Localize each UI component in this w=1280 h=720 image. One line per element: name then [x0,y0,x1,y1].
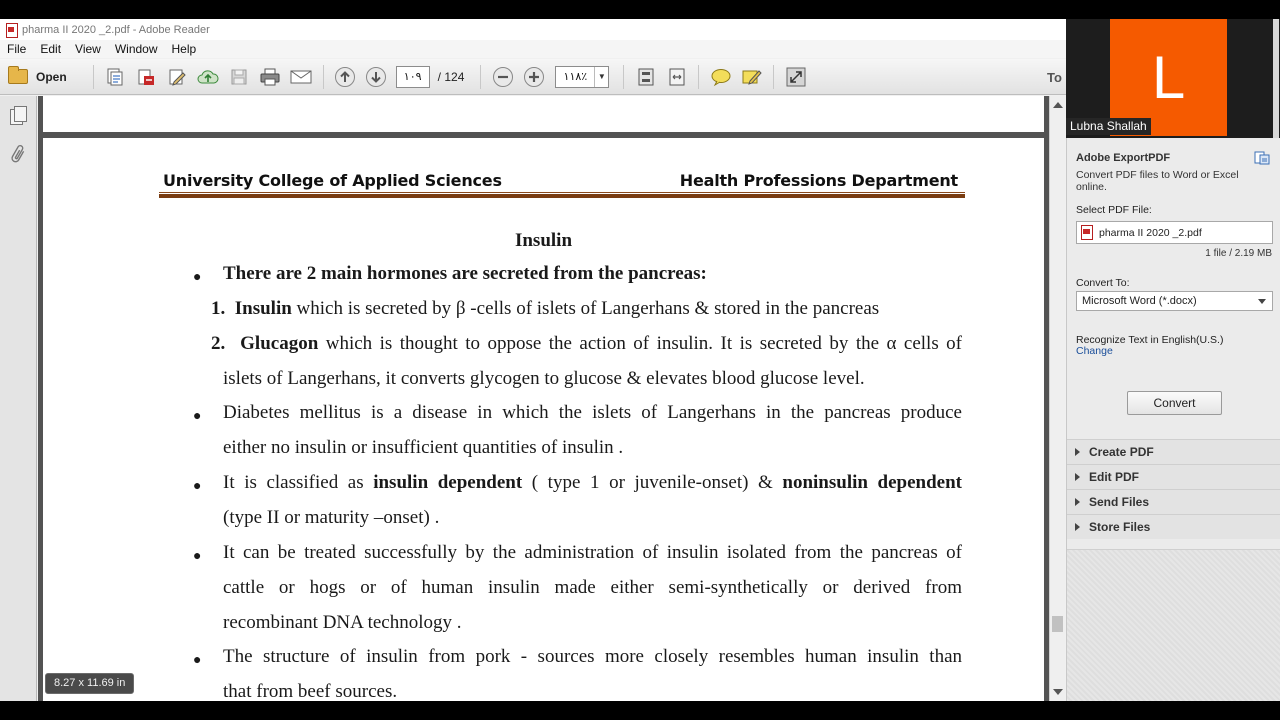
convert-to-label: Convert To: [1076,277,1130,289]
document-viewport[interactable] [38,96,1049,701]
minus-circle-icon [492,66,514,88]
speech-bubble-icon [710,67,732,87]
bullet-marker: ● [193,270,202,285]
classified-text-mid: ( type 1 or juvenile-onset) & [522,472,783,493]
fit-width-icon [667,67,687,87]
bullet-structure-line-2: that from beef sources. [223,681,398,701]
previous-page-button[interactable] [332,64,358,90]
email-button[interactable] [288,64,314,90]
convert-button[interactable]: Convert [1127,391,1222,415]
scroll-up-icon[interactable] [1053,102,1063,108]
recognize-text-label: Recognize Text in English(U.S.) [1076,334,1224,346]
toolbar-separator [773,65,774,89]
open-button[interactable] [8,69,73,84]
combine-files-button[interactable] [133,64,159,90]
print-button[interactable] [257,64,283,90]
section-label: Send Files [1089,495,1150,509]
participant-name: Lubna Shallah [1066,118,1151,135]
folder-open-icon [8,69,28,84]
previous-page-bottom [43,96,1044,132]
bullet-marker: ● [193,409,202,424]
bullet-classified-line-2: (type II or maturity –onset) . [223,507,440,528]
title-bar [0,19,1066,40]
paperclip-icon[interactable] [10,144,26,166]
open-button-label: Open [36,69,67,84]
tools-pane [1066,138,1280,701]
bullet-diabetes-line-2: either no insulin or insufficient quantities of insulin . [223,437,624,458]
scroll-thumb[interactable] [1052,616,1063,632]
arrow-up-circle-icon [334,66,356,88]
zoom-out-button[interactable] [490,64,516,90]
save-disk-icon [230,68,248,86]
comment-button[interactable] [708,64,734,90]
header-rule-thin [159,192,965,193]
select-pdf-label: Select PDF File: [1076,204,1152,216]
expand-triangle-icon [1075,448,1080,456]
toolbar-separator [698,65,699,89]
page-number-input[interactable]: ١٠٩ [396,66,430,88]
bullet-marker: ● [193,479,202,494]
item-number: 2. [211,333,226,354]
classified-term-2: noninsulin dependent [782,472,963,493]
section-store-files[interactable] [1067,514,1280,539]
zoom-in-button[interactable] [521,64,547,90]
create-pdf-icon [105,67,125,87]
item-text: which is thought to oppose the action of insulin. It is secreted by the α cells of [318,333,962,354]
file-size-info: 1 file / 2.19 MB [1205,248,1272,259]
expand-triangle-icon [1075,473,1080,481]
main-toolbar [0,59,1066,95]
selected-file-name: pharma II 2020 _2.pdf [1099,226,1202,239]
section-label: Edit PDF [1089,470,1139,484]
bullet-classified-line-1 [223,472,962,494]
page-size-tooltip: 8.27 x 11.69 in [45,673,134,694]
item-term: Glucagon [240,333,319,354]
bullet-treated-line-1: It can be treated successfully by the administration of insulin isolated from the pancreas of [223,542,962,563]
change-language-link[interactable]: Change [1076,345,1113,357]
video-panel-scrollbar[interactable] [1273,19,1279,138]
fit-page-icon [636,67,656,87]
zoom-value: ١١٨٪ [563,71,588,83]
arrow-down-circle-icon [365,66,387,88]
numbered-item-glucagon [211,333,962,355]
participant-avatar: L [1110,19,1227,136]
export-pdf-description: Convert PDF files to Word or Excel online. [1076,169,1239,193]
section-create-pdf[interactable] [1067,439,1280,464]
page-thumbnails-icon[interactable] [10,106,26,124]
bullet-treated-line-3: recombinant DNA technology . [223,612,462,633]
plus-circle-icon [523,66,545,88]
highlight-button[interactable] [739,64,765,90]
save-button[interactable] [226,64,252,90]
glucagon-line-2: islets of Langerhans, it converts glycogen to glucose & elevates blood glucose level. [223,368,865,389]
fit-page-button[interactable] [633,64,659,90]
highlighter-icon [741,67,763,87]
convert-format-select[interactable] [1076,291,1273,311]
pencil-doc-icon [167,67,187,87]
adobe-reader-window [0,19,1066,701]
section-label: Create PDF [1089,445,1154,459]
video-participant-overlay[interactable] [1066,19,1280,138]
header-department: Health Professions Department [679,171,958,190]
full-screen-button[interactable] [783,64,809,90]
navigation-pane [0,96,37,701]
page-total: / 124 [437,69,465,84]
toolbar-separator [93,65,94,89]
bullet-diabetes-line-1: Diabetes mellitus is a disease in which the islets of Langerhans in the pancreas produce [223,402,962,423]
bullet-marker: ● [193,653,202,668]
tools-pane-button[interactable]: To [1047,70,1062,85]
numbered-item-insulin [211,298,879,320]
zoom-select[interactable] [555,66,609,88]
convert-format-value: Microsoft Word (*.docx) [1082,295,1197,307]
window-title: pharma II 2020 _2.pdf - Adobe Reader [22,23,210,36]
classified-term-1: insulin dependent [373,472,523,493]
header-institution: University College of Applied Sciences [163,171,502,190]
header-rule-thick [159,194,965,198]
bullet-marker: ● [193,549,202,564]
cloud-upload-icon [197,67,219,87]
combine-files-icon [136,67,156,87]
tools-pane-empty-area [1067,549,1280,701]
item-text: which is secreted by β -cells of islets of Langerhans & stored in the pancreas [291,298,880,319]
section-title: Insulin [514,230,573,251]
expand-arrows-icon [786,67,806,87]
next-page-button[interactable] [363,64,389,90]
upload-button[interactable] [195,64,221,90]
export-pdf-icon[interactable] [1254,151,1270,165]
pdf-app-icon [4,23,18,37]
bullet-treated-line-2: cattle or hogs or of human insulin made either semi-synthetically or derived from [223,577,962,598]
fit-width-button[interactable] [664,64,690,90]
section-send-files[interactable] [1067,489,1280,514]
section-label: Store Files [1089,520,1151,534]
section-edit-pdf[interactable] [1067,464,1280,489]
item-term: Insulin [234,298,292,319]
menu-file[interactable]: File [7,42,27,56]
menu-window[interactable]: Window [114,42,158,56]
bullet-hormones: There are 2 main hormones are secreted from the pancreas: [223,263,707,284]
item-number: 1. [211,298,226,319]
scroll-down-icon[interactable] [1053,689,1063,695]
expand-triangle-icon [1075,523,1080,531]
export-pdf-title: Adobe ExportPDF [1076,152,1171,164]
toolbar-separator [323,65,324,89]
envelope-icon [290,69,312,85]
menu-view[interactable]: View [75,42,101,56]
toolbar-separator [480,65,481,89]
menu-bar [0,40,1066,58]
classified-text: It is classified as [223,472,374,493]
toolbar-separator [623,65,624,89]
expand-triangle-icon [1075,498,1080,506]
menu-edit[interactable]: Edit [40,42,62,56]
printer-icon [259,67,281,87]
edit-button[interactable] [164,64,190,90]
menu-help[interactable]: Help [171,42,197,56]
selected-file-field[interactable] [1076,221,1273,244]
create-pdf-button[interactable] [102,64,128,90]
vertical-scrollbar[interactable] [1049,96,1065,701]
chevron-down-icon [1258,299,1266,304]
pdf-page [43,138,1044,701]
chevron-down-icon[interactable]: ▼ [594,67,608,87]
bullet-structure-line-1: The structure of insulin from pork - sources more closely resembles human insulin than [223,646,962,667]
pdf-file-icon [1081,225,1093,240]
